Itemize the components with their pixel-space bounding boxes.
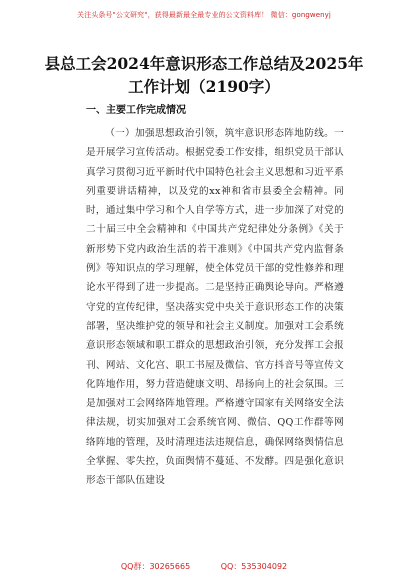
body-paragraph: （一）加强思想政治引领，筑牢意识形态阵地防线。一是开展学习宣传活动。根据党委工作安排，组织党员干部认真学习贯彻习近平新时代中国特色社会主义思想和习近平系列重要讲话精神，以及党的xx神和省市县委全会精神。同时，通过集中学习和个人自学等方式，进一步加深了对党的二十届三中全会精神和《中国共产党纪律处分条例》《关于新形势下党内政治生活的若干准则》《中国共产党内监督条例》等知识点的学习理解，使全体党员干部的党性修养和理论水平得到了进一步提高。二是坚持正确舆论导向。严格遵守党的宣传纪律，坚决落实党中央关于意识形态工作的决策部署，坚决维护党的领导和社会主义制度。加强对工会系统意识形态领域和职工群众的思想政治引领，充分发挥工会报刊、网站、文化宫、职工书屋及微信、官方抖音号等宣传文化阵地作用，努力营造健康文明、昂扬向上的社会氛围。三是加强对工会网络阵地管理。严格遵守国家有关网络安全法律法规，切实加强对工会系统官网、微信、QQ工作群等网络阵地的管理，及时清理违法违规信息，确保网络舆情信息全掌握、零失控，负面舆情不蔓延、不发酵。四是强化意识形态干部队伍建设 xyxy=(86,128,344,487)
header-banner: 关注头条号"公文研究"，获得最新最全最专业的公文资料库！ 微信：gongwenyj xyxy=(77,11,331,19)
section-heading: 一、主要工作完成情况 xyxy=(86,105,186,116)
footer-qq-group: QQ群：30265665 xyxy=(120,562,191,571)
footer-contact xyxy=(0,561,408,572)
document-body xyxy=(86,124,344,491)
footer-qq: QQ：535304092 xyxy=(220,562,288,571)
document-title: 县总工会2024年意识形态工作总结及2025年工作计划（2190字） xyxy=(44,54,364,96)
